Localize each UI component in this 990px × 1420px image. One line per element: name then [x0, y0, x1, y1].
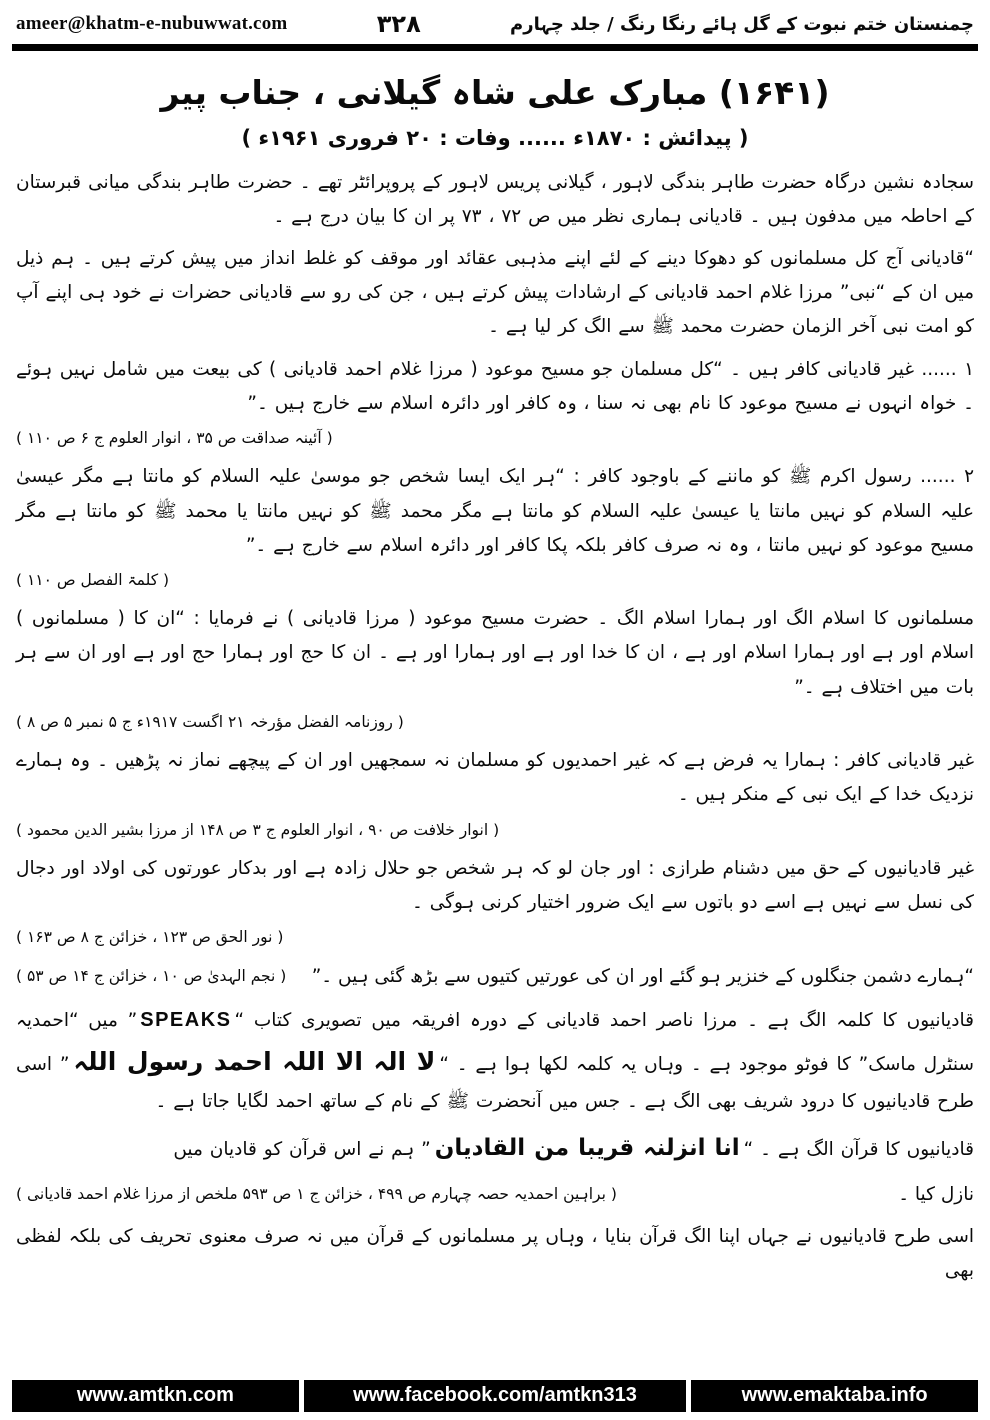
- kalima-text-after: ” اسی طرح قادیانیوں کا درود شریف بھی الگ ہے ۔ جس میں آنحضرت ﷺ کے نام کے ساتھ احمد لگایا جاتا ہے ۔: [16, 1053, 974, 1112]
- citation-al-fazl: ( روزنامہ الفضل مؤرخہ ۲۱ اگست ۱۹۱۷ء ج ۵ نمبر ۵ ص ۸ ): [16, 712, 404, 731]
- paragraph-dushnam-tarazi: غیر قادیانیوں کے حق میں دشنام طرازی : اور جان لو کہ ہر شخص جو حلال زادہ ہے اور بدکار عورتوں کی اولاد اور دجال کی نسل سے نہیں ہے اسے دو باتوں سے ایک ضرور اختیار کرنی ہوگی ۔: [16, 857, 974, 914]
- kalima-text-mid: ” میں “احمدیہ سنٹرل ماسک” کا فوٹو موجود ہے ۔ وہاں یہ کلمہ لکھا ہوا ہے ۔ “: [16, 1009, 974, 1075]
- citation-najm-ul-huda: ( نجم الہدیٰ ص ۱۰ ، خزائن ج ۱۴ ص ۵۳ ): [16, 967, 287, 985]
- paragraph-closing: اسی طرح قادیانیوں نے جہاں اپنا الگ قرآن بنایا ، وہاں پر مسلمانوں کے قرآن میں نہ صرف معنوی تحریف کی بلکہ لفظی بھی: [16, 1225, 974, 1282]
- header-book-title: چمنستان ختم نبوت کے گل ہائے رنگا رنگ / جلد چہارم: [510, 13, 974, 35]
- footer-link-facebook: www.facebook.com/amtkn313: [304, 1380, 686, 1412]
- citation-braheen-ahmadiyya: ( براہین احمدیہ حصہ چہارم ص ۴۹۹ ، خزائن ج ۱ ص ۵۹۳ ملخص از مرزا غلام احمد قادیانی ): [16, 1185, 617, 1204]
- citation-aina-sadaqat: ( آئینہ صداقت ص ۳۵ ، انوار العلوم ج ۶ ص ۱۱۰ ): [16, 429, 333, 448]
- paragraph-intro: سجادہ نشین درگاہ حضرت طاہر بندگی لاہور ، گیلانی پریس لاہور کے پروپرائٹر تھے ۔ حضرت طاہر بندگی میانی قبرستان کے احاطہ میں مدفون ہیں ۔ قادیانی ہماری نظر میں ص ۷۲ ، ۷۳ پر ان کا بیان درج ہے ۔: [16, 171, 974, 227]
- entry-title: (۱۶۴۱) مبارک علی شاہ گیلانی ، جناب پیر: [160, 73, 830, 112]
- paragraph-item-1: ۱ ...... غیر قادیانی کافر ہیں ۔ “کل مسلمان جو مسیح موعود ( مرزا غلام احمد قادیانی ) کی بیعت میں شامل نہیں ہوئے ۔ خواہ انہوں نے مسیح موعود کا نام بھی نہ سنا ، وہ کافر اور دائرہ اسلام سے خارج ہیں ۔”: [16, 358, 974, 414]
- paragraph-ghair-qadiani-kafir: غیر قادیانی کافر : ہمارا یہ فرض ہے کہ غیر احمدیوں کو مسلمان نہ سمجھیں اور ان کے پیچھے نماز نہ پڑھیں ۔ وہ ہمارے نزدیک خدا کے ایک نبی کے منکر ہیں ۔: [16, 750, 974, 806]
- page-body: [12, 55, 978, 1374]
- page-header: [12, 0, 978, 44]
- footer-links-bar: [12, 1380, 978, 1412]
- citation-noor-ul-haq: ( نور الحق ص ۱۲۳ ، خزائن ج ۸ ص ۱۶۳ ): [16, 928, 284, 947]
- paragraph-kalima: [16, 1002, 974, 1119]
- kalima-arabic-text: لا الہ الا اللہ احمد رسول اللہ: [73, 1046, 436, 1076]
- quran-text-after: ” ہم نے اس قرآن کو قادیان میں: [173, 1139, 431, 1161]
- quote-text: “ہمارے دشمن جنگلوں کے خنزیر ہو گئے اور ان کی عورتیں کتیوں سے بڑھ گئی ہیں ۔”: [311, 965, 974, 987]
- citation-anwar-khilafat: ( انوار خلافت ص ۹۰ ، انوار العلوم ج ۳ ص ۱۴۸ از مرزا بشیر الدین محمود ): [16, 820, 500, 839]
- quran-tail-text: نازل کیا ۔: [898, 1183, 974, 1205]
- page-number: ۳۲۸: [376, 10, 421, 38]
- citation-kalima-tul-fasl: ( کلمۃ الفصل ص ۱۱۰ ): [16, 570, 170, 589]
- quran-text-before: قادیانیوں کا قرآن الگ ہے ۔ “: [743, 1139, 974, 1161]
- footer-link-amtkn: www.amtkn.com: [12, 1380, 299, 1412]
- paragraph-quote-intro: “قادیانی آج کل مسلمانوں کو دھوکا دینے کے لئے اپنے مذہبی عقائد اور موقف کو غلط انداز میں پیش کرتے ہیں ۔ ہم ذیل میں ان کے “نبی” مرزا غلام احمد قادیانی کے ارشادات پیش کرتے ہیں ، جن کی رو سے قادیانی حضرات نے خود ہی اپنے آپ کو امت نبی آخر الزمان حضرت محمد ﷺ سے الگ کر لیا ہے ۔: [16, 247, 974, 338]
- header-email: ameer@khatm-e-nubuwwat.com: [16, 13, 288, 34]
- footer-link-emaktaba: www.emaktaba.info: [691, 1380, 978, 1412]
- entry-birth-death-dates: ( پیدائش : ۱۸۷۰ء ...... وفات : ۲۰ فروری ۱۹۶۱ء ): [241, 125, 749, 150]
- kalima-text-before: قادیانیوں کا کلمہ الگ ہے ۔ مرزا ناصر احمد قادیانی کے دورہ افریقہ میں تصویری کتاب “: [234, 1009, 974, 1031]
- quran-tail-line: [16, 1178, 974, 1212]
- quran-arabic-quote: انا انزلنہ قریبا من القادیان: [434, 1135, 740, 1162]
- quote-line-khanzeer: [16, 960, 974, 994]
- speaks-english-word: SPEAKS: [140, 1008, 232, 1031]
- paragraph-item-2: ۲ ...... رسول اکرم ﷺ کو ماننے کے باوجود کافر : “ہر ایک ایسا شخص جو موسیٰ علیہ السلام کو مانتا ہے مگر عیسیٰ علیہ السلام کو نہیں مانتا یا عیسیٰ علیہ السلام کو مانتا ہے مگر محمد ﷺ کو نہیں مانتا یا محمد ﷺ کو مانتا ہے مگر مسیح موعود کو نہیں مانتا ، وہ نہ صرف کافر بلکہ پکا کافر اور دائرہ اسلام سے خارج ہے ۔”: [16, 466, 974, 556]
- header-divider: [12, 44, 978, 51]
- paragraph-quran-alag: [16, 1127, 974, 1170]
- paragraph-islam-alag: مسلمانوں کا اسلام الگ اور ہمارا اسلام الگ ۔ حضرت مسیح موعود ( مرزا قادیانی ) نے فرمایا : “ان کا ( مسلمانوں ) اسلام اور ہے اور ہمارا اسلام اور ہے ، ان کا خدا اور ہے اور ہمارا اور ہے ۔ ان کا حج اور ہمارا حج اور ہے اور ان سے ہر بات میں اختلاف ہے ۔”: [16, 608, 974, 698]
